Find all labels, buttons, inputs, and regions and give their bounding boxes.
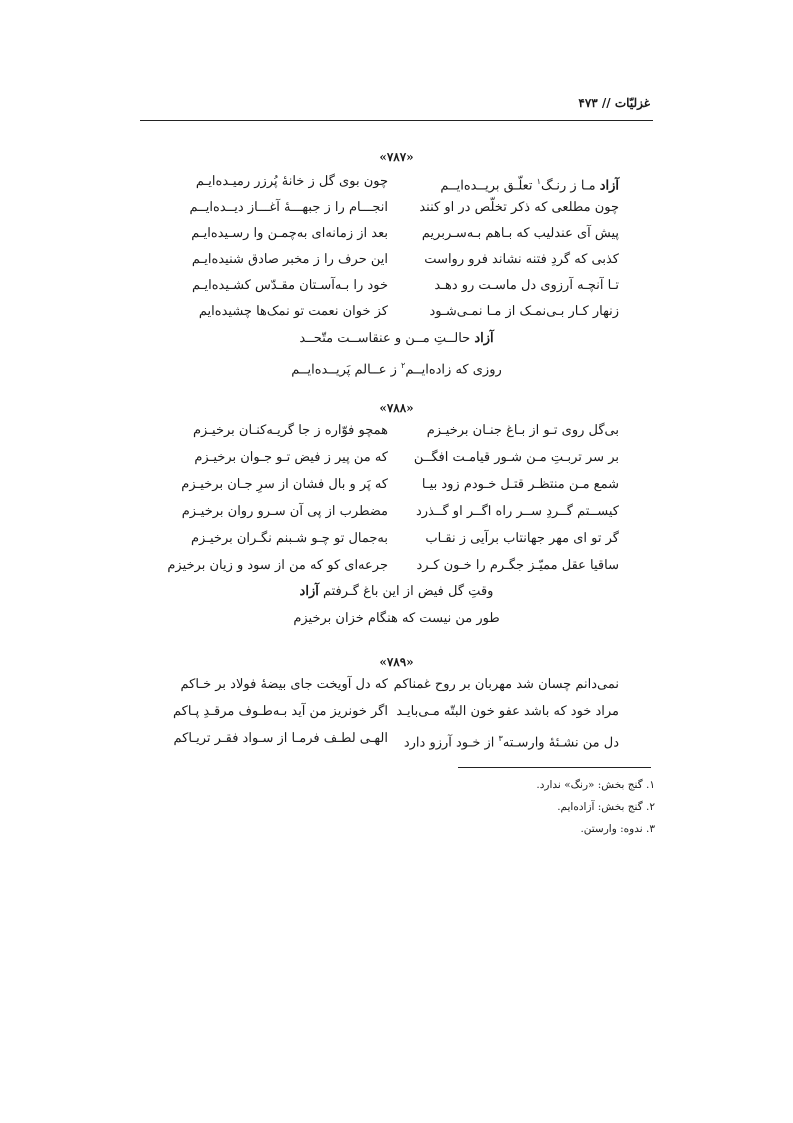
closing-text: وقتِ گل فیض از این باغ گـرفتم <box>318 584 494 599</box>
hemistich-left: مضطرب از پی آن سـرو روان برخیـزم <box>181 504 388 519</box>
hemistich-left: چون بوی گل ز خانهٔ پُرزر رمیـده‌ایـم <box>195 174 388 189</box>
hemistich-text: از خـود آرزو دارد <box>403 735 499 751</box>
hemistich-right: تـا آنچـه آرزوی دل ماسـت رو دهـد <box>434 278 619 293</box>
hemistich-right: مراد خود که باشد عفو خون البتّه مـی‌بایـد <box>396 704 619 719</box>
couplet <box>140 247 653 273</box>
couplet <box>140 726 653 752</box>
poem-number: «۷۸۹» <box>379 655 414 669</box>
closing-line: طور من نیست که هنگام خزان برخیزم <box>293 611 500 626</box>
hemistich-right: کذبی که گردِ فتنه نشاند فرو رواست <box>424 252 619 267</box>
couplet <box>140 418 653 444</box>
closing-text: حالــتِ مــن و عنقاســت متّحــد <box>299 331 475 346</box>
hemistich-left: این حرف را ز مخبر صادق شنیده‌ایـم <box>191 252 388 267</box>
poet-pen-name: آزاد <box>474 331 494 346</box>
couplet <box>140 472 653 498</box>
closing-line <box>140 326 653 352</box>
couplet <box>140 672 653 698</box>
running-head: غزلیّات // ۴۷۳ <box>578 96 650 110</box>
footnote-marker: ۱ <box>536 177 541 186</box>
header-rule <box>140 120 653 121</box>
hemistich-right: بی‌گل روی تـو از بـاغ جنـان برخیـزم <box>426 423 619 438</box>
couplet <box>140 221 653 247</box>
hemistich-left: که دل آویخت جای بیضهٔ فولاد بر خـاکم <box>180 677 388 692</box>
couplet <box>140 169 653 195</box>
closing-text: روزی که زاده‌ایــم <box>405 362 502 378</box>
footnote: ۳. ندوه: وارستن. <box>580 823 655 835</box>
hemistich-left: اگر خونریز من آید بـه‌طـوف مرقـدِ پـاکم <box>173 704 388 719</box>
closing-line <box>140 353 653 383</box>
hemistich-right: کیســتم گــردِ ســر راه اگــر او گــذرد <box>415 504 619 519</box>
hemistich-right: زنهار کـار بـی‌نمـک از مـا نمـی‌شـود <box>429 304 619 319</box>
hemistich-left: همچو فوّاره ز جا گریـه‌کنـان برخیـزم <box>192 423 388 438</box>
couplet <box>140 553 653 579</box>
footnote-rule <box>458 767 651 768</box>
couplet <box>140 526 653 552</box>
hemistich-right: ساقیا عقل ممیّـز جگـرم را خـون کـرد <box>416 558 619 573</box>
hemistich-text: مـا ز رنـگ <box>540 178 600 194</box>
hemistich-right: نمی‌دانم چسان شد مهربان بر روح غمناکم <box>393 677 619 692</box>
poet-pen-name: آزاد <box>599 178 619 194</box>
couplet <box>140 499 653 525</box>
hemistich-right: پیش آی عندلیب که بـاهم بـه‌سـربریم <box>421 226 619 241</box>
hemistich-left: انجـــام را ز جبهـــهٔ آغـــاز دیــده‌ایــم <box>189 200 388 215</box>
couplet <box>140 195 653 221</box>
hemistich-right: بر سر تربـتِ مـن شـور قیامـت افگــن <box>413 450 619 465</box>
closing-line <box>140 579 653 605</box>
hemistich-right <box>369 726 619 756</box>
poem-number: «۷۸۷» <box>379 150 414 164</box>
hemistich-left: خود را بـه‌آسـتان مقـدّس کشـیده‌ایـم <box>192 278 388 293</box>
hemistich-right: شمع مـن منتظـر قتـل خـودم زود بیـا <box>421 477 619 492</box>
couplet <box>140 699 653 725</box>
poem-number: «۷۸۸» <box>379 401 414 415</box>
footnote-marker: ۲ <box>401 361 406 370</box>
footnote: ۲. گنج بخش: آزاده‌ایم. <box>557 801 655 813</box>
hemistich-left: الهـی لطـف فرمـا از سـواد فقـر تریـاکم <box>173 731 388 746</box>
couplet <box>140 299 653 325</box>
footnote-marker: ۳ <box>498 734 503 743</box>
couplet <box>140 273 653 299</box>
hemistich-text: تعلّـق بریــده‌ایــم <box>440 178 537 194</box>
hemistich-left: که من پیر ز فیض تـو جـوان برخیـزم <box>194 450 388 465</box>
hemistich-text: دل من نشـئهٔ وارسـته <box>502 735 619 751</box>
hemistich-right: چون مطلعی که ذکر تخلّص در او کنند <box>419 200 619 215</box>
hemistich-left: به‌جمال تو چـو شـبنم نگـران برخیـزم <box>190 531 388 546</box>
hemistich-right: گر تو ای مهر جهانتاب برآیی ز نقـاب <box>425 531 619 546</box>
closing-text: ز عــالم پَریــده‌ایــم <box>291 362 402 378</box>
couplet <box>140 445 653 471</box>
hemistich-left: که پَر و بال فشان از سرِ جـان برخیـزم <box>181 477 388 492</box>
footnote: ۱. گنج بخش: «رنگ» ندارد. <box>536 779 655 791</box>
poet-pen-name: آزاد <box>299 584 319 599</box>
hemistich-left: کز خوان نعمت تو نمک‌ها چشیده‌ایم <box>198 304 388 319</box>
hemistich-left: جرعه‌ای کو که من از سود و زیان برخیزم <box>167 558 388 573</box>
hemistich-left: بعد از زمانه‌ای به‌چمـن وا رسـیده‌ایـم <box>191 226 388 241</box>
